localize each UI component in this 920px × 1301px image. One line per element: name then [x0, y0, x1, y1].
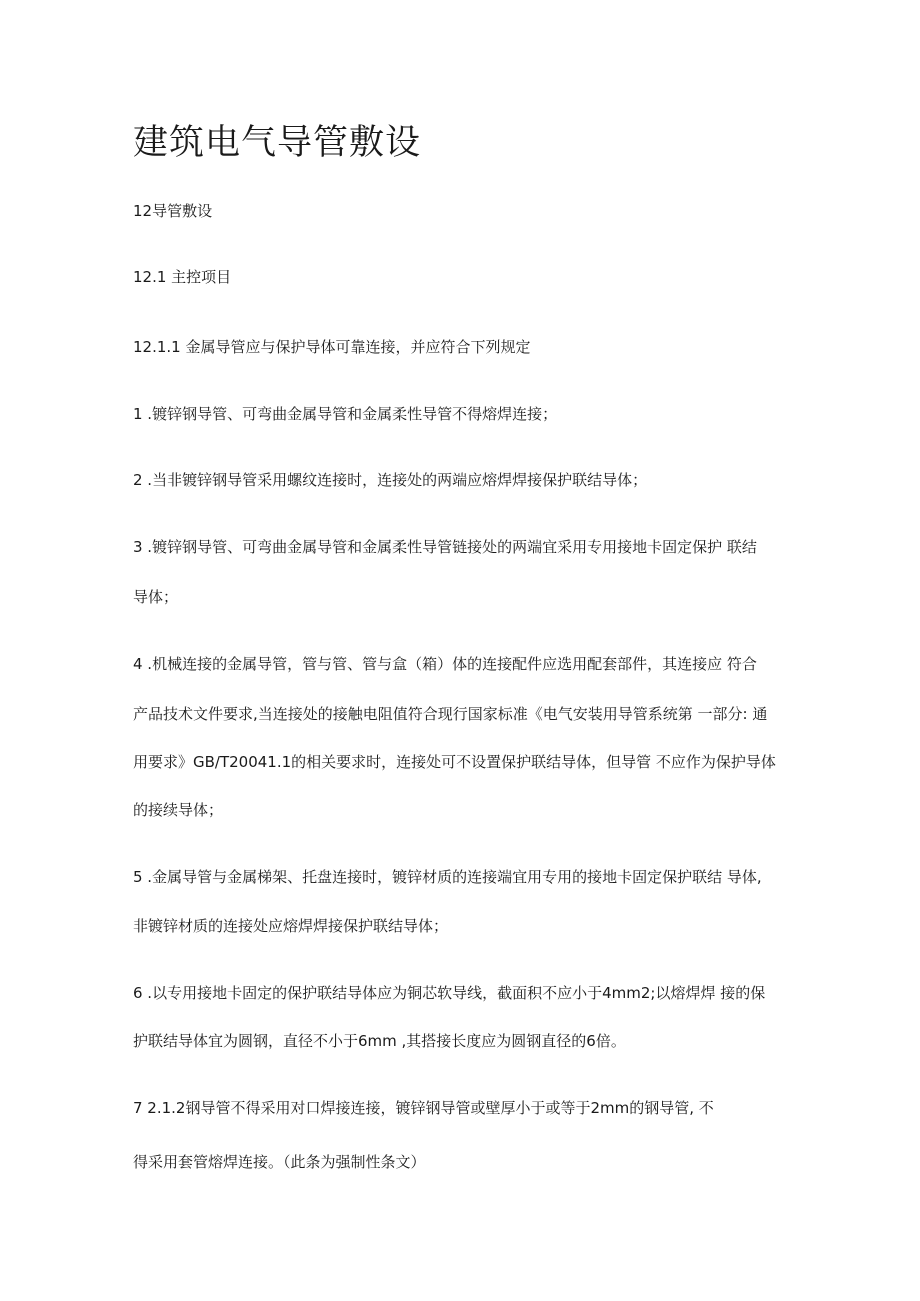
list-item-6-cont: 护联结导体宜为圆钢，直径不小于6mm ,其搭接长度应为圆钢直径的6倍。	[133, 1032, 626, 1050]
list-item-5-cont: 非镀锌材质的连接处应熔焊焊接保护联结导体；	[133, 917, 449, 935]
document-title: 建筑电气导管敷设	[133, 123, 422, 163]
list-item-3-cont: 导体；	[133, 588, 179, 606]
section-heading: 12导管敷设	[133, 202, 213, 220]
list-item-4-cont-2: 用要求》GB/T20041.1的相关要求时，连接处可不设置保护联结导体，但导管 不应作为保护导体	[133, 753, 776, 771]
list-item-5: 5 .金属导管与金属梯架、托盘连接时，镀锌材质的连接端宜用专用的接地卡固定保护联结 导体,	[133, 868, 762, 886]
list-item-4: 4 .机械连接的金属导管，管与管、管与盒（箱）体的连接配件应选用配套部件，其连接应 符合	[133, 655, 757, 673]
list-item-6: 6 .以专用接地卡固定的保护联结导体应为铜芯软导线，截面积不应小于4mm2;以熔焊焊 接的保	[133, 984, 766, 1002]
subsection-heading: 12.1 主控项目	[133, 268, 232, 286]
list-item-7: 7 2.1.2钢导管不得采用对口焊接连接，镀锌钢导管或壁厚小于或等于2mm的钢导管, 不	[133, 1099, 714, 1117]
list-item-2: 2 .当非镀锌钢导管采用螺纹连接时，连接处的两端应熔焊焊接保护联结导体；	[133, 471, 648, 489]
list-item-7-cont: 得采用套管熔焊连接。（此条为强制性条文）	[133, 1153, 426, 1171]
clause-heading: 12.1.1 金属导管应与保护导体可靠连接，并应符合下列规定	[133, 338, 531, 356]
list-item-3: 3 .镀锌钢导管、可弯曲金属导管和金属柔性导管链接处的两端宜采用专用接地卡固定保护 联结	[133, 538, 757, 556]
list-item-4-cont-3: 的接续导体；	[133, 801, 224, 819]
list-item-4-cont-1: 产品技术文件要求,当连接处的接触电阻值符合现行国家标准《电气安装用导管系统第 一部分: 通	[133, 705, 768, 723]
list-item-1: 1 .镀锌钢导管、可弯曲金属导管和金属柔性导管不得熔焊连接；	[133, 405, 558, 423]
